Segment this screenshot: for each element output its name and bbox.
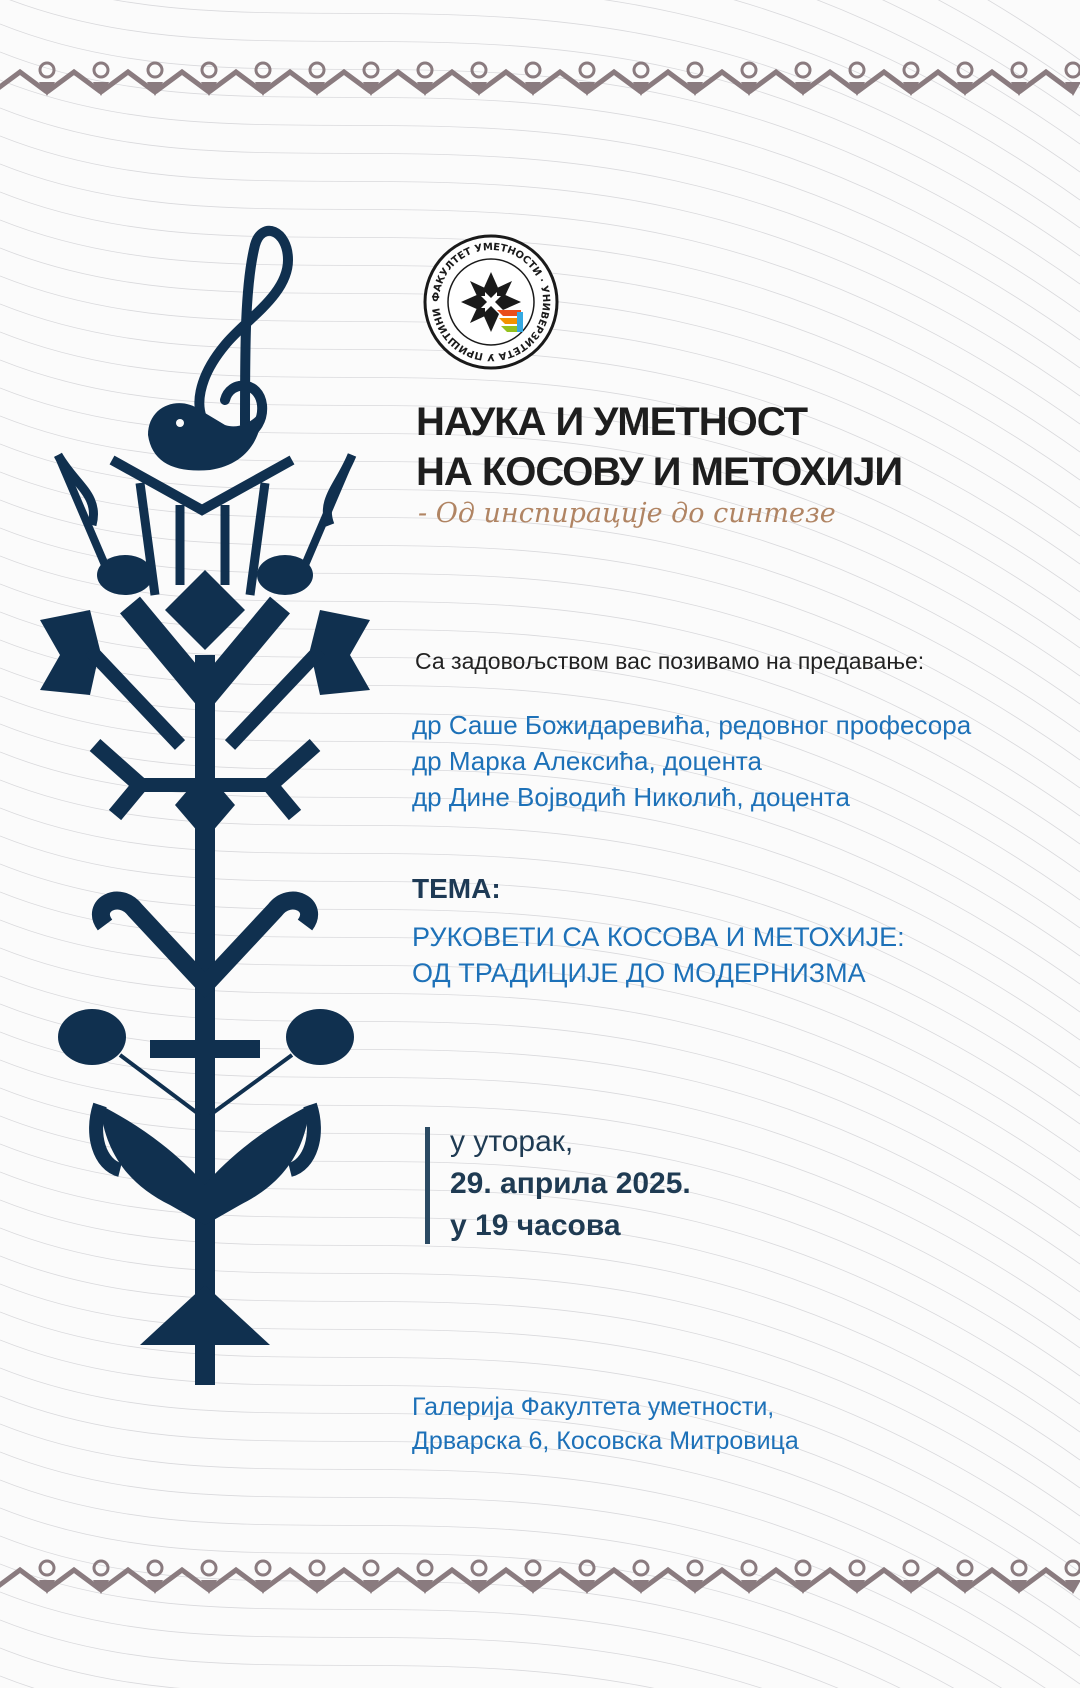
date-day: у уторак, [450,1125,574,1158]
title-line-2: НА КОСОВУ И МЕТОХИЈИ [416,450,903,494]
folk-music-tree-icon [30,225,380,1460]
date-date: 29. априла 2025. [450,1167,691,1200]
venue-line-2: Дрварска 6, Косовска Митровица [412,1427,799,1455]
subtitle: - Од инспирације до синтезе [418,498,836,529]
date-time: у 19 часова [450,1209,621,1242]
venue-line-1: Галерија Факултета уметности, [412,1393,775,1421]
faculty-star-logo-icon [421,232,561,372]
invitation-text: Са задовољством вас позивамо на предавање: [415,648,925,674]
theme-label: ТЕМА: [412,873,501,904]
lecturer-1: др Саше Божидаревића, редовног професора [412,710,972,740]
theme-line-2: ОД ТРАДИЦИЈЕ ДО МОДЕРНИЗМА [412,958,866,988]
lecturer-2: др Марка Алексића, доцента [412,746,763,776]
bottom-border-ornament-icon [0,1550,1080,1608]
top-border-ornament-icon [0,52,1080,110]
logo-ring-text: ФАКУЛТЕТ УМЕТНОСТИ · УНИВЕРЗИТЕТА У ПРИШТИНИ [430,241,552,363]
theme-line-1: РУКОВЕТИ СА КОСОВА И МЕТОХИЈЕ: [412,922,905,952]
lecturer-3: др Дине Војводић Николић, доцента [412,782,850,812]
title-line-1: НАУКА И УМЕТНОСТ [416,400,808,444]
date-accent-bar [425,1127,430,1244]
